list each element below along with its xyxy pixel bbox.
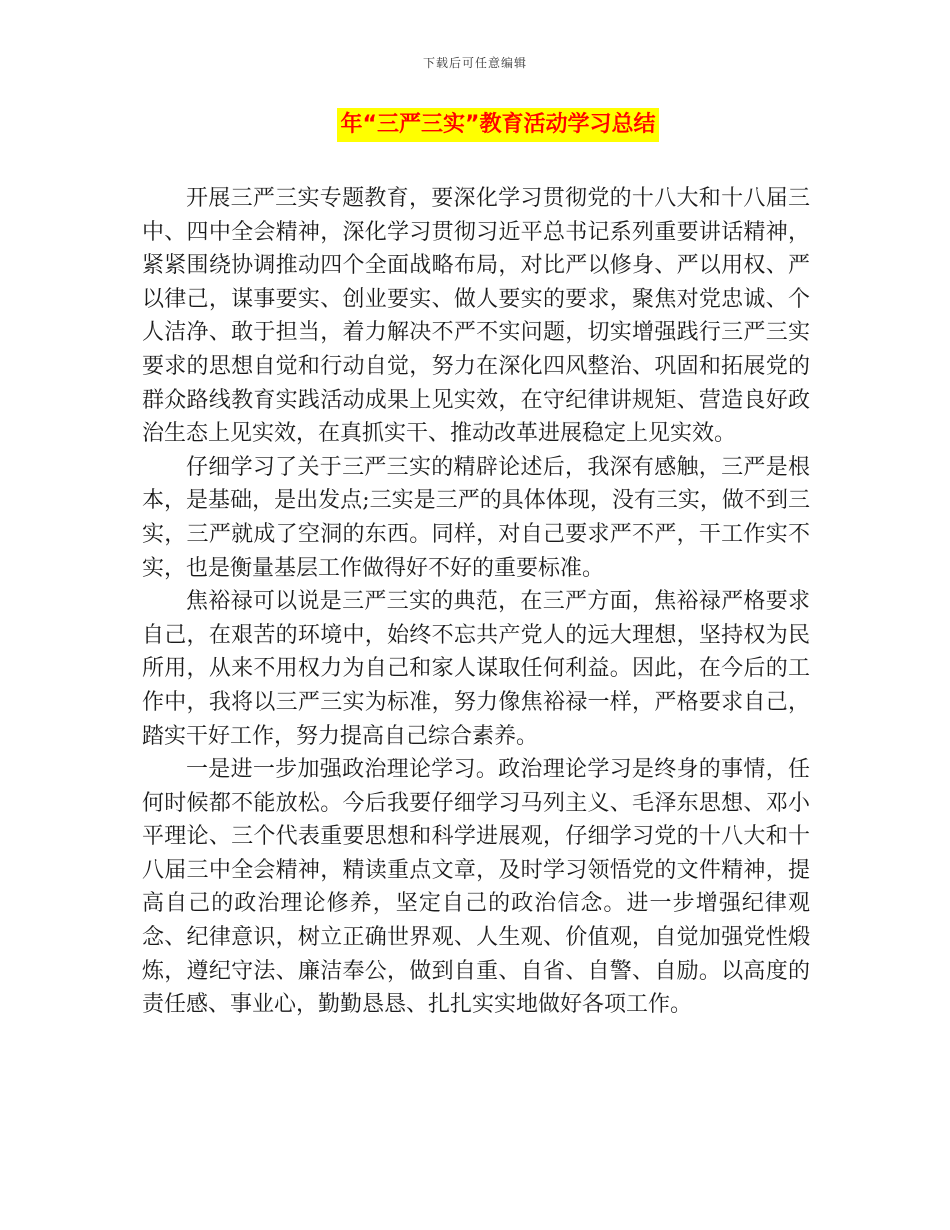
paragraph-4: 一是进一步加强政治理论学习。政治理论学习是终身的事情，任何时候都不能放松。今后我要仔细学习马列主义、毛泽东思想、邓小平理论、三个代表重要思想和科学进展观，仔细学习党的十八大和十八届三中全会精神，精读重点文章，及时学习领悟党的文件精神，提高自己的政治理论修养，坚定自己的政治信念。进一步增强纪律观念、纪律意识，树立正确世界观、人生观、价值观，自觉加强党性煅炼，遵纪守法、廉洁奉公，做到自重、自省、自警、自励。以高度的责任感、事业心，勤勤恳恳、扎扎实实地做好各项工作。: [142, 757, 810, 1018]
paragraph-1: 开展三严三实专题教育，要深化学习贯彻党的十八大和十八届三中、四中全会精神，深化学习贯彻习近平总书记系列重要讲话精神，紧紧围绕协调推动四个全面战略布局，对比严以修身、严以用权、严以律己，谋事要实、创业要实、做人要实的要求，聚焦对党忠诚、个人洁净、敢于担当，着力解决不严不实问题，切实增强践行三严三实要求的思想自觉和行动自觉，努力在深化四风整治、巩固和拓展党的群众路线教育实践活动成果上见实效，在守纪律讲规矩、营造良好政治生态上见实效，在真抓实干、推动改革进展稳定上见实效。: [142, 186, 810, 447]
header-note: 下载后可任意编辑: [422, 56, 527, 70]
paragraph-2: 仔细学习了关于三严三实的精辟论述后，我深有感触，三严是根本，是基础，是出发点;三实是三严的具体体现，没有三实，做不到三实，三严就成了空洞的东西。同样，对自己要求严不严，干工作实不实，也是衡量基层工作做得好不好的重要标准。: [142, 454, 810, 581]
document-title: 年“三严三实”教育活动学习总结: [337, 108, 660, 142]
paragraph-3: 焦裕禄可以说是三严三实的典范，在三严方面，焦裕禄严格要求自己，在艰苦的环境中，始终不忘共产党人的远大理想，坚持权为民所用，从来不用权力为自己和家人谋取任何利益。因此，在今后的工作中，我将以三严三实为标准，努力像焦裕禄一样，严格要求自己，踏实干好工作，努力提高自己综合素养。: [142, 589, 810, 749]
title-container: [0, 108, 950, 142]
document-body: [142, 182, 810, 1022]
